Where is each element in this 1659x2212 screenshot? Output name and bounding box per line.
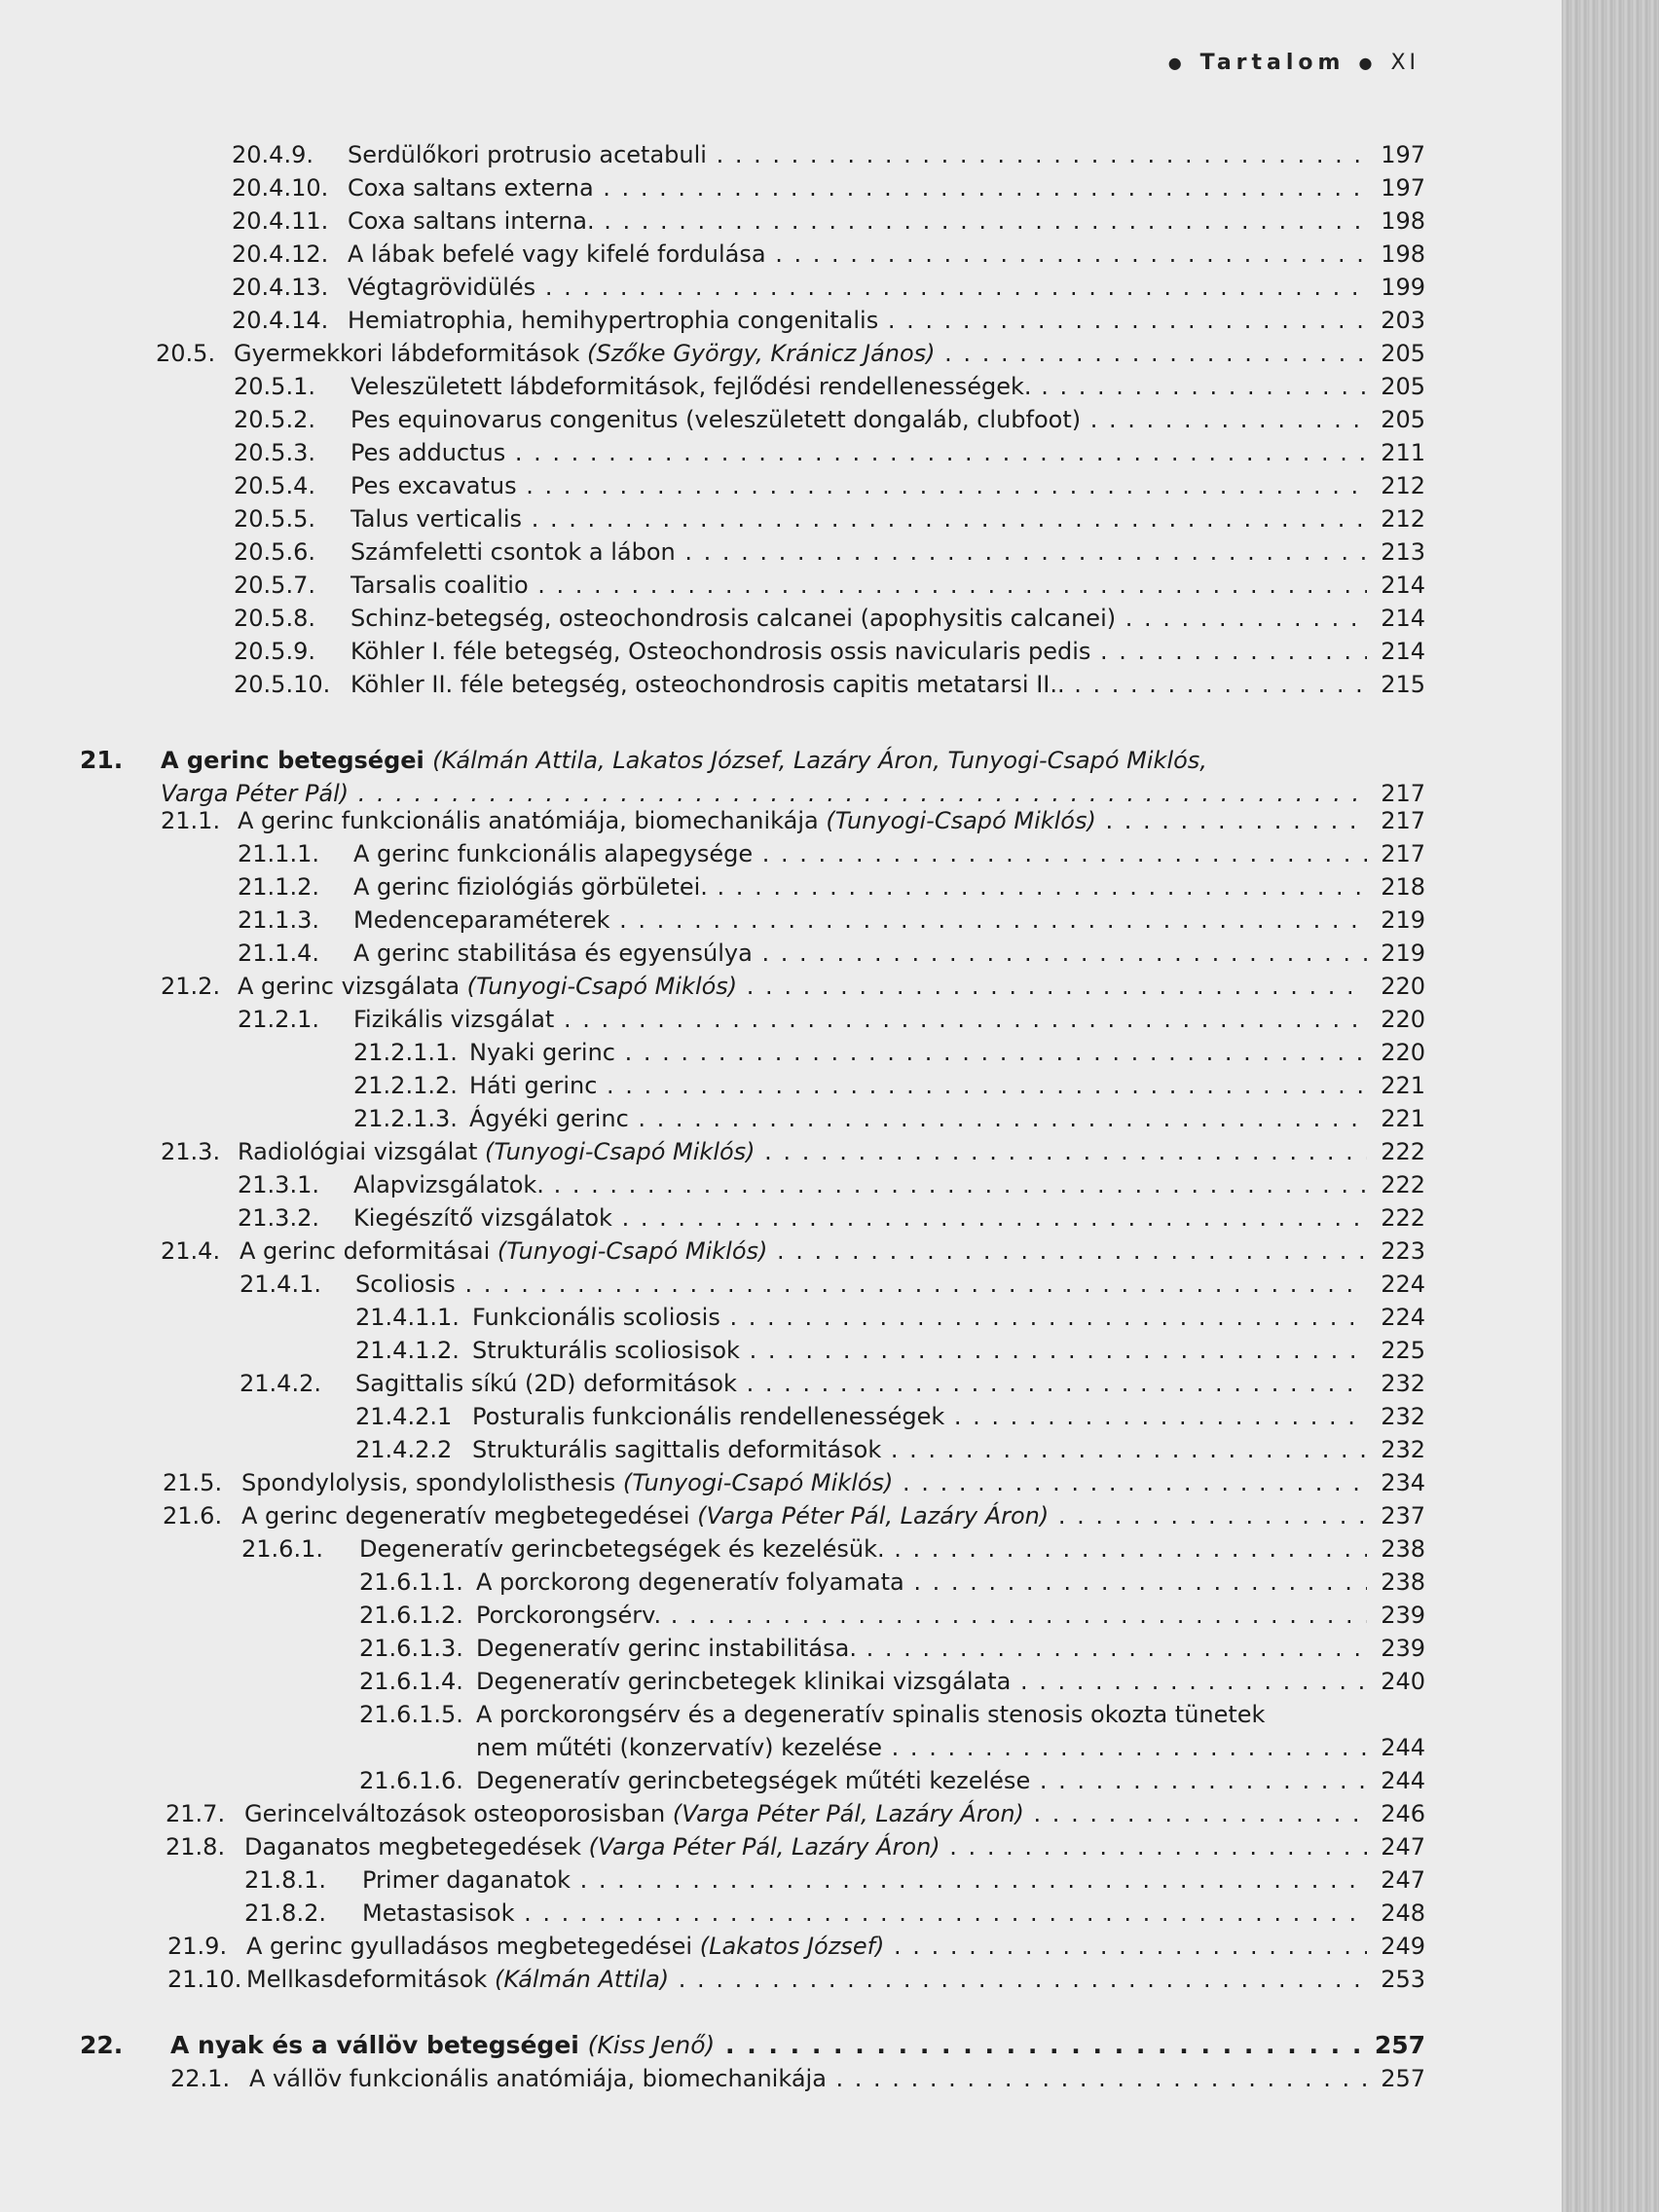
entry-author: (Tunyogi-Csapó Miklós) <box>497 1237 768 1265</box>
entry-number: 20.5.2. <box>234 406 315 433</box>
toc-entry <box>0 602 1562 635</box>
toc-entry <box>0 635 1562 668</box>
entry-title: Sagittalis síkú (2D) deformitások . . . <box>355 1367 1367 1400</box>
entry-author: (Kálmán Attila) <box>494 1966 670 1993</box>
entry-title: Veleszületett lábdeformitások, fejlődési rendellenességek. . . . <box>350 370 1367 403</box>
bullet-icon: ● <box>1358 54 1378 72</box>
entry-page: 244 <box>1381 1734 1425 1761</box>
toc-entry <box>0 1566 1562 1599</box>
entry-title: Végtagrövidülés . . . <box>348 271 1367 304</box>
entry-page: 224 <box>1381 1304 1425 1331</box>
entry-number: 21.6.1.4. <box>359 1668 463 1695</box>
entry-number: 21.7. <box>166 1800 226 1827</box>
entry-number: 21.4.2.1 <box>355 1403 453 1430</box>
entry-page: 221 <box>1381 1072 1425 1099</box>
toc-entry <box>0 370 1562 403</box>
entry-number: 21.5. <box>163 1469 223 1496</box>
entry-title: Pes adductus . . . <box>350 436 1367 469</box>
toc-entry <box>0 1698 1562 1731</box>
entry-page: 244 <box>1381 1767 1425 1794</box>
toc-entry-continuation <box>0 1731 1562 1764</box>
entry-title: Gerincelváltozások osteoporosisban (Varga Péter Pál, Lazáry Áron) . . . <box>244 1797 1367 1830</box>
entry-title: Spondylolysis, spondylolisthesis (Tunyogi-Csapó Miklós) . . . <box>241 1466 1367 1499</box>
toc-entry <box>0 903 1562 937</box>
toc-entry <box>0 1367 1562 1400</box>
header-section-title: Tartalom <box>1199 51 1346 75</box>
entry-title: A vállöv funkcionális anatómiája, biomechanikája . . . <box>249 2062 1367 2095</box>
entry-page: 220 <box>1381 973 1425 1000</box>
running-header <box>1155 51 1419 75</box>
entry-page: 198 <box>1381 240 1425 268</box>
header-page-number: XI <box>1390 51 1419 75</box>
entry-page: 214 <box>1381 638 1425 665</box>
entry-number: 21.6.1.6. <box>359 1767 463 1794</box>
entry-number: 21.9. <box>167 1933 228 1960</box>
toc-entry <box>0 1665 1562 1698</box>
entry-page: 219 <box>1381 940 1425 967</box>
toc-entry <box>0 937 1562 970</box>
toc-entry <box>0 2062 1562 2095</box>
entry-title: A gerinc stabilitása és egyensúlya . . . <box>353 937 1367 970</box>
toc-entry <box>0 1102 1562 1135</box>
entry-number: 20.5.3. <box>234 439 315 466</box>
entry-number: 21.6.1. <box>241 1535 323 1563</box>
entry-title: Nyaki gerinc . . . <box>469 1036 1367 1069</box>
entry-number: 21.10. <box>167 1966 242 1993</box>
entry-number: 20.4.14. <box>232 307 329 334</box>
toc-entry <box>0 1433 1562 1466</box>
entry-number: 21.2.1.1. <box>353 1039 458 1066</box>
entry-author: (Tunyogi-Csapó Miklós) <box>485 1138 756 1165</box>
entry-title: Ágyéki gerinc . . . <box>469 1102 1367 1135</box>
entry-number: 21.2. <box>161 973 221 1000</box>
toc-entry <box>0 238 1562 271</box>
chapter-title: A gerinc betegségei (Kálmán Attila, Lakatos József, Lazáry Áron, Tunyogi-Csapó Miklós, <box>161 747 1207 774</box>
entry-page: 239 <box>1381 1602 1425 1629</box>
entry-title: A gerinc funkcionális anatómiája, biomechanikája (Tunyogi-Csapó Miklós) . . . <box>238 804 1367 837</box>
entry-title: Strukturális scoliosisok . . . <box>472 1334 1367 1367</box>
toc-entry <box>0 271 1562 304</box>
entry-page: 205 <box>1381 406 1425 433</box>
entry-number: 21.6.1.5. <box>359 1701 463 1728</box>
toc-entry <box>0 569 1562 602</box>
entry-title: Serdülőkori protrusio acetabuli . . . <box>348 138 1367 171</box>
entry-title: Funkcionális scoliosis . . . <box>472 1301 1367 1334</box>
entry-title: Medenceparaméterek . . . <box>353 903 1367 937</box>
entry-title: A gerinc degeneratív megbetegedései (Varga Péter Pál, Lazáry Áron) . . . <box>241 1499 1367 1532</box>
entry-page: 212 <box>1381 472 1425 499</box>
toc-entry <box>0 1036 1562 1069</box>
toc-entry <box>0 1466 1562 1499</box>
entry-page: 247 <box>1381 1833 1425 1861</box>
toc-entry <box>0 403 1562 436</box>
entry-page: 253 <box>1381 1966 1425 1993</box>
toc-entry <box>0 1764 1562 1797</box>
entry-number: 20.5. <box>156 340 216 367</box>
entry-title: Degeneratív gerincbetegek klinikai vizsgálata . . . <box>476 1665 1367 1698</box>
entry-number: 20.5.4. <box>234 472 315 499</box>
entry-title: Köhler I. féle betegség, Osteochondrosis ossis navicularis pedis . . . <box>350 635 1367 668</box>
entry-title: A gerinc deformitásai (Tunyogi-Csapó Miklós) . . . <box>240 1235 1367 1268</box>
entry-title: Mellkasdeformitások (Kálmán Attila) . . . <box>246 1963 1367 1996</box>
entry-page: 224 <box>1381 1271 1425 1298</box>
toc-entry <box>0 1201 1562 1235</box>
toc-entry <box>0 668 1562 701</box>
entry-page: 237 <box>1381 1502 1425 1530</box>
entry-author: (Varga Péter Pál, Lazáry Áron) <box>697 1502 1050 1530</box>
entry-title: Fizikális vizsgálat . . . <box>353 1003 1367 1036</box>
entry-title: Számfeletti csontok a lábon . . . <box>350 535 1367 569</box>
entry-page: 232 <box>1381 1436 1425 1463</box>
entry-page: 213 <box>1381 538 1425 566</box>
entry-author: (Tunyogi-Csapó Miklós) <box>826 807 1096 834</box>
toc-entry <box>0 970 1562 1003</box>
entry-number: 20.5.9. <box>234 638 315 665</box>
page-edge <box>1562 0 1659 2212</box>
entry-number: 22.1. <box>170 2065 231 2092</box>
toc-entry <box>0 337 1562 370</box>
entry-number: 20.5.6. <box>234 538 315 566</box>
entry-page: 225 <box>1381 1337 1425 1364</box>
toc-entry <box>0 436 1562 469</box>
entry-page: 198 <box>1381 207 1425 235</box>
entry-number: 21.4.1.2. <box>355 1337 460 1364</box>
toc-entry <box>0 1069 1562 1102</box>
entry-title: Kiegészítő vizsgálatok . . . <box>353 1201 1367 1235</box>
entry-title: Degeneratív gerincbetegségek műtéti kezelése . . . <box>476 1764 1367 1797</box>
entry-number: 21.2.1.2. <box>353 1072 458 1099</box>
chapter-author: (Kiss Jenő) <box>587 2031 716 2059</box>
chapter-author-continuation: Varga Péter Pál) . . . <box>161 777 1367 810</box>
entry-title: Porckorongsérv. . . . <box>476 1599 1367 1632</box>
entry-page: 197 <box>1381 141 1425 168</box>
chapter-title: A nyak és a vállöv betegségei (Kiss Jenő) . . . <box>170 2029 1367 2062</box>
entry-title: A porckorongsérv és a degeneratív spinalis stenosis okozta tünetek <box>476 1701 1266 1728</box>
toc-entry <box>0 171 1562 204</box>
entry-number: 20.5.10. <box>234 671 331 698</box>
entry-title: Strukturális sagittalis deformitások . . . <box>472 1433 1367 1466</box>
entry-page: 205 <box>1381 373 1425 400</box>
entry-page: 257 <box>1374 2031 1425 2059</box>
entry-number: 21.6.1.1. <box>359 1568 463 1596</box>
entry-title: Gyermekkori lábdeformitások (Szőke György, Kránicz János) . . . <box>234 337 1367 370</box>
entry-page: 215 <box>1381 671 1425 698</box>
entry-title: Daganatos megbetegedések (Varga Péter Pál, Lazáry Áron) . . . <box>244 1830 1367 1863</box>
toc-entry <box>0 469 1562 502</box>
entry-number: 21.8.1. <box>244 1866 326 1894</box>
entry-number: 21.4.2.2 <box>355 1436 453 1463</box>
entry-number: 21.4.1.1. <box>355 1304 460 1331</box>
toc-entry <box>0 1797 1562 1830</box>
bullet-icon: ● <box>1167 54 1187 72</box>
entry-page: 217 <box>1381 840 1425 867</box>
entry-page: 238 <box>1381 1535 1425 1563</box>
entry-page: 218 <box>1381 873 1425 901</box>
entry-page: 232 <box>1381 1370 1425 1397</box>
entry-page: 197 <box>1381 174 1425 202</box>
entry-number: 20.5.7. <box>234 571 315 599</box>
toc-chapter <box>0 2029 1562 2062</box>
entry-number: 20.4.10. <box>232 174 329 202</box>
toc-entry <box>0 1897 1562 1930</box>
entry-number: 20.4.9. <box>232 141 313 168</box>
toc-entry <box>0 1334 1562 1367</box>
entry-title: Schinz-betegség, osteochondrosis calcanei (apophysitis calcanei) . . . <box>350 602 1367 635</box>
entry-number: 21.6.1.3. <box>359 1635 463 1662</box>
toc-entry <box>0 1863 1562 1897</box>
entry-page: 220 <box>1381 1039 1425 1066</box>
entry-title: A gerinc vizsgálata (Tunyogi-Csapó Miklós) . . . <box>238 970 1367 1003</box>
entry-title: Alapvizsgálatok. . . . <box>353 1168 1367 1201</box>
toc-chapter <box>0 744 1562 777</box>
entry-page: 240 <box>1381 1668 1425 1695</box>
toc-entry <box>0 1963 1562 1996</box>
entry-page: 246 <box>1381 1800 1425 1827</box>
entry-number: 21.3.1. <box>238 1171 319 1198</box>
entry-number: 21.1.3. <box>238 906 319 934</box>
entry-title: Coxa saltans externa . . . <box>348 171 1367 204</box>
entry-number: 21.3. <box>161 1138 221 1165</box>
toc-entry <box>0 1135 1562 1168</box>
entry-number: 20.4.12. <box>232 240 329 268</box>
entry-page: 212 <box>1381 505 1425 533</box>
entry-title: Degeneratív gerincbetegségek és kezelésük. . . . <box>359 1532 1367 1566</box>
entry-title: Degeneratív gerinc instabilitása. . . . <box>476 1632 1367 1665</box>
entry-page: 222 <box>1381 1171 1425 1198</box>
chapter-number: 22. <box>80 2031 124 2059</box>
entry-number: 21.3.2. <box>238 1204 319 1232</box>
entry-page: 238 <box>1381 1568 1425 1596</box>
entry-page: 248 <box>1381 1899 1425 1927</box>
entry-author: (Lakatos József) <box>699 1933 885 1960</box>
toc-entry <box>0 870 1562 903</box>
entry-number: 21.2.1.3. <box>353 1105 458 1132</box>
entry-title: A gerinc fiziológiás görbületei. . . . <box>353 870 1367 903</box>
entry-page: 221 <box>1381 1105 1425 1132</box>
entry-page: 222 <box>1381 1138 1425 1165</box>
entry-page: 249 <box>1381 1933 1425 1960</box>
entry-title: Pes equinovarus congenitus (veleszületett dongaláb, clubfoot) . . . <box>350 403 1367 436</box>
entry-number: 21.4.2. <box>240 1370 321 1397</box>
entry-page: 222 <box>1381 1204 1425 1232</box>
entry-author: (Tunyogi-Csapó Miklós) <box>466 973 738 1000</box>
entry-title: A lábak befelé vagy kifelé fordulása . . . <box>348 238 1367 271</box>
toc-entry <box>0 1532 1562 1566</box>
toc-entry <box>0 204 1562 238</box>
chapter-number: 21. <box>80 746 124 774</box>
toc-entry <box>0 1235 1562 1268</box>
entry-page: 214 <box>1381 571 1425 599</box>
entry-number: 21.1.1. <box>238 840 319 867</box>
entry-page: 239 <box>1381 1635 1425 1662</box>
entry-author: (Tunyogi-Csapó Miklós) <box>622 1469 894 1496</box>
entry-page: 247 <box>1381 1866 1425 1894</box>
toc-entry <box>0 1632 1562 1665</box>
entry-number: 21.2.1. <box>238 1006 319 1033</box>
entry-title: Hemiatrophia, hemihypertrophia congenitalis . . . <box>348 304 1367 337</box>
toc-entry <box>0 1168 1562 1201</box>
entry-page: 203 <box>1381 307 1425 334</box>
entry-author: (Varga Péter Pál, Lazáry Áron) <box>588 1833 940 1861</box>
entry-title: Scoliosis . . . <box>355 1268 1367 1301</box>
entry-page: 211 <box>1381 439 1425 466</box>
entry-page: 199 <box>1381 274 1425 301</box>
entry-title: Tarsalis coalitio . . . <box>350 569 1367 602</box>
entry-title: A gerinc gyulladásos megbetegedései (Lakatos József) . . . <box>246 1930 1367 1963</box>
toc-entry <box>0 304 1562 337</box>
entry-page: 217 <box>1381 780 1425 807</box>
entry-number: 20.5.8. <box>234 605 315 632</box>
entry-page: 205 <box>1381 340 1425 367</box>
toc-entry <box>0 1003 1562 1036</box>
entry-number: 21.6. <box>163 1502 223 1530</box>
toc-entry <box>0 1830 1562 1863</box>
toc-entry <box>0 1930 1562 1963</box>
toc-entry <box>0 837 1562 870</box>
entry-number: 20.5.5. <box>234 505 315 533</box>
toc-entry <box>0 1400 1562 1433</box>
entry-number: 21.1.4. <box>238 940 319 967</box>
entry-title: Metastasisok . . . <box>362 1897 1367 1930</box>
entry-page: 232 <box>1381 1403 1425 1430</box>
entry-page: 257 <box>1381 2065 1425 2092</box>
toc-entry <box>0 1499 1562 1532</box>
toc-entry <box>0 1301 1562 1334</box>
entry-number: 21.1.2. <box>238 873 319 901</box>
toc-entry <box>0 1268 1562 1301</box>
toc-entry <box>0 1599 1562 1632</box>
entry-number: 21.8.2. <box>244 1899 326 1927</box>
entry-number: 20.4.11. <box>232 207 329 235</box>
entry-page: 220 <box>1381 1006 1425 1033</box>
chapter-author: (Kálmán Attila, Lakatos József, Lazáry Áron, Tunyogi-Csapó Miklós, <box>432 747 1207 774</box>
toc-entry <box>0 502 1562 535</box>
entry-page: 219 <box>1381 906 1425 934</box>
toc-entry <box>0 804 1562 837</box>
entry-number: 21.4. <box>161 1237 221 1265</box>
entry-title: A gerinc funkcionális alapegysége . . . <box>353 837 1367 870</box>
entry-page: 223 <box>1381 1237 1425 1265</box>
entry-number: 20.5.1. <box>234 373 315 400</box>
entry-title: Posturalis funkcionális rendellenességek . . . <box>472 1400 1367 1433</box>
entry-page: 234 <box>1381 1469 1425 1496</box>
entry-title: Coxa saltans interna. . . . <box>348 204 1367 238</box>
entry-title: Háti gerinc . . . <box>469 1069 1367 1102</box>
toc-entry <box>0 535 1562 569</box>
entry-title: A porckorong degeneratív folyamata . . . <box>476 1566 1367 1599</box>
entry-number: 21.4.1. <box>240 1271 321 1298</box>
entry-page: 217 <box>1381 807 1425 834</box>
toc-entry <box>0 138 1562 171</box>
entry-title: Pes excavatus . . . <box>350 469 1367 502</box>
entry-title: Köhler II. féle betegség, osteochondrosis capitis metatarsi II.. . . . <box>350 668 1367 701</box>
entry-title: Radiológiai vizsgálat (Tunyogi-Csapó Miklós) . . . <box>238 1135 1367 1168</box>
entry-number: 21.8. <box>166 1833 226 1861</box>
entry-title: Talus verticalis . . . <box>350 502 1367 535</box>
entry-page: 214 <box>1381 605 1425 632</box>
entry-number: 21.1. <box>161 807 221 834</box>
entry-number: 20.4.13. <box>232 274 329 301</box>
entry-author: (Varga Péter Pál, Lazáry Áron) <box>672 1800 1024 1827</box>
entry-title-continuation: nem műtéti (konzervatív) kezelése . . . <box>476 1731 1367 1764</box>
entry-title: Primer daganatok . . . <box>362 1863 1367 1897</box>
entry-author: (Szőke György, Kránicz János) <box>587 340 936 367</box>
entry-number: 21.6.1.2. <box>359 1602 463 1629</box>
